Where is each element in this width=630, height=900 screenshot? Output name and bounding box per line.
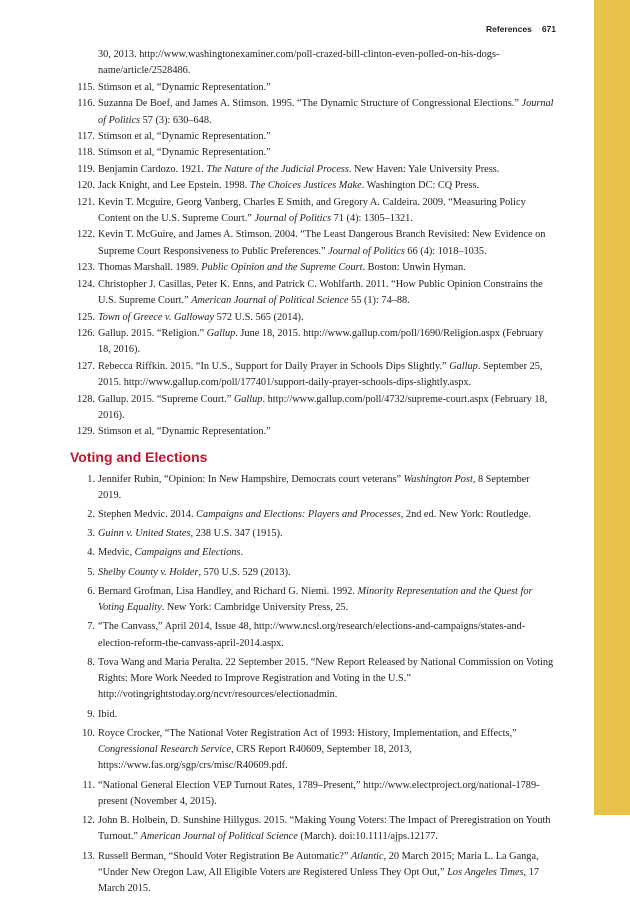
note-text-segment: 71 (4): 1305–1321. xyxy=(331,213,413,225)
note-number: 13. xyxy=(82,850,95,862)
note-text xyxy=(98,547,243,558)
note-item xyxy=(76,813,554,846)
note-item xyxy=(76,507,554,523)
note-text xyxy=(98,131,271,142)
note-text-segment: “The Canvass,” April 2014, Issue 48, http://www.ncsl.org/research/elections-and-campaigns/states-and-election-reform-the-canvass-april-2014.aspx. xyxy=(98,621,526,649)
note-text-segment: Christopher J. Casillas, Peter K. Enns, and Patrick C. Wohlfarth. 2011. “How Public Opinion Constrains the U.S. Supreme Court.” xyxy=(98,278,543,307)
note-text xyxy=(98,279,543,306)
note-text xyxy=(98,164,499,175)
note-item xyxy=(76,392,554,425)
note-text xyxy=(98,780,540,807)
note-text-segment: , 17 March 2015. xyxy=(98,866,539,895)
note-item xyxy=(76,310,554,326)
note-text-segment: Stimson et al, “Dynamic Representation.” xyxy=(98,81,271,93)
note-item xyxy=(76,326,554,359)
note-text-segment: Stephen Medvic. 2014. xyxy=(98,509,197,521)
note-item xyxy=(76,359,554,392)
notes-list-section xyxy=(76,472,554,898)
note-number: 123. xyxy=(76,262,95,274)
note-text-segment: . xyxy=(240,547,244,559)
section-heading: Voting and Elections xyxy=(70,448,208,465)
note-item xyxy=(76,655,554,704)
note-item xyxy=(76,472,554,505)
note-item xyxy=(76,849,554,898)
note-text xyxy=(98,147,271,158)
note-text-segment: John B. Holbein, D. Sunshine Hillygus. 2015. “Making Young Voters: The Impact of Preregistration on Youth Turnout.” xyxy=(98,815,551,843)
note-text xyxy=(98,328,543,355)
note-text-segment: 30, 2013. http://www.washingtonexaminer.com/poll-crazed-bill-clinton-even-polled-on-his-dogs-name/article/2528486. xyxy=(98,49,500,77)
note-number: 126. xyxy=(76,327,95,339)
note-text-segment: Royce Crocker, “The National Voter Registration Act of 1993: History, Implementation, and Effects,” xyxy=(98,727,517,739)
note-title-italic: The Nature of the Judicial Process xyxy=(206,163,349,175)
note-text-segment: , 2nd ed. New York: Routledge. xyxy=(400,509,531,521)
note-text-segment: Thomas Marshall. 1989. xyxy=(98,262,202,274)
note-text-segment: 66 (4): 1018–1035. xyxy=(404,245,487,257)
note-text xyxy=(98,262,466,273)
note-number: 11. xyxy=(82,779,95,791)
note-number: 7. xyxy=(87,621,95,633)
note-title-italic: Journal of Politics xyxy=(98,98,554,126)
note-text xyxy=(98,528,283,539)
note-number: 5. xyxy=(87,566,95,578)
note-number: 128. xyxy=(76,393,95,405)
note-title-italic: Minority Representation and the Quest for Voting Equality xyxy=(98,585,533,614)
note-text xyxy=(98,851,539,895)
note-number: 2. xyxy=(87,509,95,521)
note-item xyxy=(76,277,554,310)
note-text-segment: . New York: Cambridge University Press, 25. xyxy=(161,602,349,614)
note-text xyxy=(98,394,547,421)
note-number: 125. xyxy=(76,311,95,323)
note-text-segment: . http://www.gallup.com/poll/4732/supreme-court.aspx (February 18, 2016). xyxy=(98,393,548,421)
note-text-segment: , 20 March 2015; Maria L. La Ganga, “Under New Oregon Law, All Eligible Voters are Registered Unless They Opt Out,” xyxy=(98,850,539,878)
note-number: 115. xyxy=(77,81,95,93)
note-item xyxy=(76,178,554,194)
note-text-segment: Jack Knight, and Lee Epstein. 1998. xyxy=(98,180,250,192)
note-text xyxy=(98,709,117,720)
note-text xyxy=(98,657,553,701)
note-text xyxy=(98,815,551,842)
note-text-segment: , 238 U.S. 347 (1915). xyxy=(190,528,283,540)
note-item xyxy=(76,707,554,723)
note-item xyxy=(76,778,554,811)
note-title-italic: Shelby County v. Holder xyxy=(98,566,199,578)
note-text-segment: Stimson et al, “Dynamic Representation.” xyxy=(98,426,271,438)
note-text-segment: Medvic, xyxy=(98,547,135,559)
note-text-segment: Stimson et al, “Dynamic Representation.” xyxy=(98,131,271,143)
note-number: 6. xyxy=(87,585,95,597)
note-text xyxy=(98,98,554,125)
note-text-segment: . June 18, 2015. http://www.gallup.com/poll/1690/Religion.aspx (February 18, 2016). xyxy=(98,327,544,356)
note-title-italic: American Journal of Political Science xyxy=(191,295,349,307)
note-item xyxy=(76,96,554,129)
note-number: 116. xyxy=(77,98,95,110)
note-text-segment: Gallup. 2015. “Supreme Court.” xyxy=(98,393,234,405)
note-number: 12. xyxy=(82,815,95,827)
note-number: 119. xyxy=(77,163,95,175)
note-number: 120. xyxy=(76,180,95,192)
note-number: 118. xyxy=(77,147,95,159)
note-text xyxy=(98,312,304,323)
note-text xyxy=(98,728,517,772)
note-text xyxy=(98,180,479,191)
note-text-segment: Russell Berman, “Should Voter Registration Be Automatic?” xyxy=(98,850,352,862)
note-item xyxy=(76,80,554,96)
note-text xyxy=(98,426,271,437)
note-number: 121. xyxy=(76,196,95,208)
note-text-segment: , 8 September 2019. xyxy=(98,473,530,502)
note-text xyxy=(98,567,291,578)
note-text xyxy=(98,229,545,256)
note-text-segment: Ibid. xyxy=(98,708,118,720)
note-title-italic: Los Angeles Times xyxy=(447,866,524,878)
note-title-italic: Town of Greece v. Galloway xyxy=(98,311,215,323)
note-item xyxy=(76,47,554,80)
page-content xyxy=(70,47,554,900)
note-text xyxy=(98,586,532,613)
note-item xyxy=(76,145,554,161)
note-title-italic: Atlantic xyxy=(351,850,384,862)
note-title-italic: Gallup xyxy=(449,360,478,372)
note-item xyxy=(76,162,554,178)
note-text xyxy=(98,509,531,520)
note-item xyxy=(76,545,554,561)
note-text-segment: . September 25, 2015. http://www.gallup.com/poll/177401/support-daily-prayer-schools-dips-slightly.aspx. xyxy=(98,360,543,389)
note-text-segment: Kevin T. McGuire, and James A. Stimson. 2004. “The Least Dangerous Branch Revisited: New Evidence on Supreme Court Responsiveness to Public Preferences.” xyxy=(98,229,546,257)
note-number: 124. xyxy=(76,278,95,290)
note-text-segment: 57 (3): 630–648. xyxy=(140,114,212,126)
note-text-segment: 55 (1): 74–88. xyxy=(348,295,410,307)
note-text xyxy=(98,474,530,501)
note-item xyxy=(76,526,554,542)
note-text-segment: “National General Election VEP Turnout Rates, 1789–Present,” http://www.electproject.org/national-1789-present (November 4, 2015). xyxy=(98,779,540,807)
note-title-italic: Washington Post xyxy=(403,473,473,485)
note-number: 8. xyxy=(87,656,95,668)
note-text-segment: 572 U.S. 565 (2014). xyxy=(214,311,304,323)
note-text-segment: Kevin T. Mcguire, Georg Vanberg, Charles E Smith, and Gregory A. Caldeira. 2009. “Measuring Policy Content on the U.S. Supreme Court.” xyxy=(98,196,526,225)
note-text-segment: Suzanna De Boef, and James A. Stimson. 1995. “The Dynamic Structure of Congressional Elections.” xyxy=(98,98,522,110)
side-color-strip xyxy=(594,0,630,815)
note-item xyxy=(76,129,554,145)
note-number: 10. xyxy=(82,727,95,739)
note-text-segment: Jennifer Rubin, “Opinion: In New Hampshire, Democrats court veterans” xyxy=(98,473,404,485)
note-title-italic: The Choices Justices Make xyxy=(249,180,362,192)
note-number: 9. xyxy=(87,708,95,720)
note-text xyxy=(98,82,271,93)
note-text-segment: . Boston: Unwin Hyman. xyxy=(362,262,466,274)
note-text xyxy=(98,197,526,224)
note-text-segment: , CRS Report R40609, September 18, 2013, https://www.fas.org/sgp/crs/misc/R40609.pdf. xyxy=(98,744,412,772)
note-title-italic: Journal of Politics xyxy=(328,245,405,257)
note-item xyxy=(76,227,554,260)
note-title-italic: American Journal of Political Science xyxy=(140,831,298,843)
note-number: 4. xyxy=(87,547,95,559)
page-number: 671 xyxy=(541,24,556,34)
note-text-segment: Bernard Grofman, Lisa Handley, and Richard G. Niemi. 1992. xyxy=(98,585,358,597)
note-text xyxy=(98,361,542,388)
note-number: 127. xyxy=(76,360,95,372)
note-number: 1. xyxy=(87,473,95,485)
note-text xyxy=(98,621,525,648)
note-title-italic: Gallup xyxy=(233,393,263,405)
note-title-italic: Gallup xyxy=(206,327,236,339)
notes-list-top xyxy=(76,47,554,441)
note-text-segment: Gallup. 2015. “Religion.” xyxy=(98,327,207,339)
note-item xyxy=(76,195,554,228)
note-number: 117. xyxy=(77,131,95,143)
note-item xyxy=(76,619,554,652)
note-text-segment: , 570 U.S. 529 (2013). xyxy=(198,566,291,578)
note-title-italic: Congressional Research Service xyxy=(98,744,232,756)
note-number: 129. xyxy=(76,426,95,438)
note-number: 3. xyxy=(87,528,95,540)
note-text-segment: . Washington DC: CQ Press. xyxy=(361,180,480,192)
note-item xyxy=(76,584,554,617)
note-title-italic: Guinn v. United States xyxy=(98,528,191,540)
note-item xyxy=(76,726,554,775)
note-item xyxy=(76,260,554,276)
note-title-italic: Campaigns and Elections xyxy=(134,547,241,559)
note-item xyxy=(76,424,554,440)
note-text-segment: Benjamin Cardozo. 1921. xyxy=(98,163,207,175)
note-text-segment: . New Haven: Yale University Press. xyxy=(348,163,500,175)
note-text-segment: Rebecca Riffkin. 2015. “In U.S., Support for Daily Prayer in Schools Dips Slightly.” xyxy=(98,360,450,372)
note-title-italic: Campaigns and Elections: Players and Processes xyxy=(196,509,401,521)
note-item xyxy=(76,565,554,581)
note-text-segment: Tova Wang and Maria Peralta. 22 September 2015. “New Report Released by National Commission on Voting Rights: More Work Needed to Improve Registration and Voting in the U.S.” http://votingrightstoday.org/ncvr/resources/electionadmin. xyxy=(98,656,554,701)
running-head xyxy=(486,24,556,34)
note-title-italic: Journal of Politics xyxy=(254,213,332,225)
note-title-italic: Public Opinion and the Supreme Court xyxy=(201,262,363,274)
note-text-segment: Stimson et al, “Dynamic Representation.” xyxy=(98,147,271,159)
note-number: 122. xyxy=(76,229,95,241)
running-head-section: References xyxy=(485,24,532,34)
note-text xyxy=(98,49,499,76)
note-text-segment: (March). doi:10.1111/ajps.12177. xyxy=(297,831,438,843)
